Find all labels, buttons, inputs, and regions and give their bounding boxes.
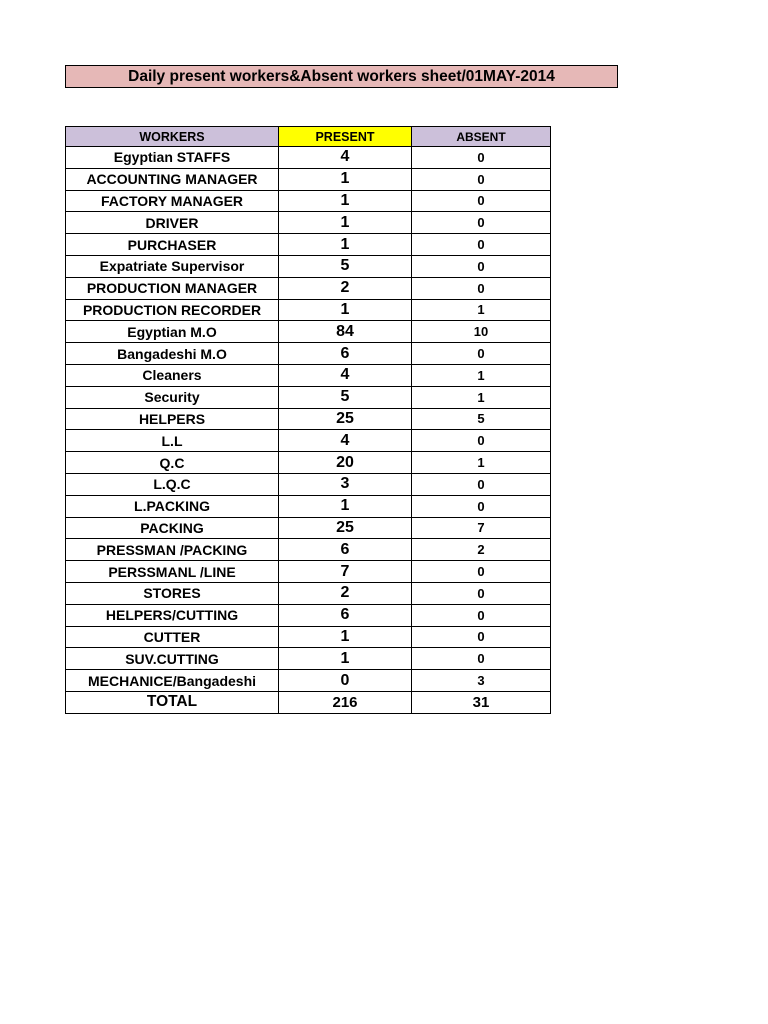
worker-name-cell: L.L [66,430,279,452]
absent-count-cell: 0 [412,168,551,190]
table-row [66,321,551,343]
table-row [66,212,551,234]
absent-count-cell: 2 [412,539,551,561]
absent-count-cell: 0 [412,430,551,452]
present-count-cell: 6 [279,604,412,626]
table-row [66,364,551,386]
present-count-cell: 1 [279,648,412,670]
present-count-cell: 2 [279,277,412,299]
absent-count-cell: 0 [412,255,551,277]
worker-name-cell: FACTORY MANAGER [66,190,279,212]
worker-name-cell: Egyptian M.O [66,321,279,343]
absent-header: ABSENT [412,127,551,147]
absent-count-cell: 0 [412,473,551,495]
total-present: 216 [279,691,412,713]
present-count-cell: 0 [279,670,412,692]
present-count-cell: 25 [279,408,412,430]
header-row [66,127,551,147]
table-row [66,386,551,408]
present-count-cell: 1 [279,495,412,517]
absent-count-cell: 0 [412,626,551,648]
present-count-cell: 25 [279,517,412,539]
present-count-cell: 4 [279,364,412,386]
worker-name-cell: L.PACKING [66,495,279,517]
present-count-cell: 5 [279,255,412,277]
absent-count-cell: 5 [412,408,551,430]
present-count-cell: 20 [279,452,412,474]
present-count-cell: 1 [279,234,412,256]
absent-count-cell: 0 [412,561,551,583]
table-row [66,495,551,517]
absent-count-cell: 0 [412,604,551,626]
table-row [66,277,551,299]
table-row [66,190,551,212]
worker-name-cell: PRODUCTION RECORDER [66,299,279,321]
worker-name-cell: SUV.CUTTING [66,648,279,670]
table-row [66,452,551,474]
table-row [66,517,551,539]
sheet-title: Daily present workers&Absent workers sheet/01MAY-2014 [65,65,618,88]
absent-count-cell: 0 [412,277,551,299]
absent-count-cell: 3 [412,670,551,692]
worker-name-cell: PACKING [66,517,279,539]
table-row [66,430,551,452]
table-row [66,561,551,583]
table-row [66,147,551,169]
worker-name-cell: HELPERS [66,408,279,430]
absent-count-cell: 1 [412,364,551,386]
total-absent: 31 [412,691,551,713]
worker-name-cell: Bangadeshi M.O [66,343,279,365]
worker-name-cell: Q.C [66,452,279,474]
absent-count-cell: 0 [412,343,551,365]
table-row [66,670,551,692]
present-count-cell: 3 [279,473,412,495]
worker-name-cell: ACCOUNTING MANAGER [66,168,279,190]
total-label: TOTAL [66,691,279,713]
table-row [66,648,551,670]
absent-count-cell: 10 [412,321,551,343]
worker-name-cell: Security [66,386,279,408]
absent-count-cell: 1 [412,299,551,321]
absent-count-cell: 0 [412,212,551,234]
present-header: PRESENT [279,127,412,147]
worker-name-cell: MECHANICE/Bangadeshi [66,670,279,692]
worker-name-cell: Expatriate Supervisor [66,255,279,277]
table-row [66,582,551,604]
present-count-cell: 7 [279,561,412,583]
present-count-cell: 2 [279,582,412,604]
table-row [66,255,551,277]
table-row [66,539,551,561]
worker-name-cell: CUTTER [66,626,279,648]
absent-count-cell: 0 [412,234,551,256]
present-count-cell: 4 [279,147,412,169]
table-row [66,473,551,495]
attendance-table [65,126,551,714]
worker-name-cell: L.Q.C [66,473,279,495]
absent-count-cell: 0 [412,582,551,604]
present-count-cell: 1 [279,212,412,234]
table-row [66,408,551,430]
worker-name-cell: Egyptian STAFFS [66,147,279,169]
absent-count-cell: 0 [412,190,551,212]
worker-name-cell: PERSSMANL /LINE [66,561,279,583]
workers-header: WORKERS [66,127,279,147]
worker-name-cell: PRESSMAN /PACKING [66,539,279,561]
table-row [66,626,551,648]
worker-name-cell: PURCHASER [66,234,279,256]
worker-name-cell: Cleaners [66,364,279,386]
present-count-cell: 1 [279,299,412,321]
table-row [66,604,551,626]
total-row [66,691,551,713]
present-count-cell: 6 [279,539,412,561]
present-count-cell: 4 [279,430,412,452]
table-row [66,299,551,321]
absent-count-cell: 0 [412,147,551,169]
table-row [66,234,551,256]
present-count-cell: 84 [279,321,412,343]
table-row [66,343,551,365]
worker-name-cell: DRIVER [66,212,279,234]
present-count-cell: 1 [279,190,412,212]
absent-count-cell: 0 [412,495,551,517]
worker-name-cell: STORES [66,582,279,604]
table-row [66,168,551,190]
present-count-cell: 5 [279,386,412,408]
worker-name-cell: HELPERS/CUTTING [66,604,279,626]
absent-count-cell: 1 [412,386,551,408]
absent-count-cell: 7 [412,517,551,539]
absent-count-cell: 1 [412,452,551,474]
present-count-cell: 1 [279,168,412,190]
worker-name-cell: PRODUCTION MANAGER [66,277,279,299]
present-count-cell: 6 [279,343,412,365]
present-count-cell: 1 [279,626,412,648]
absent-count-cell: 0 [412,648,551,670]
